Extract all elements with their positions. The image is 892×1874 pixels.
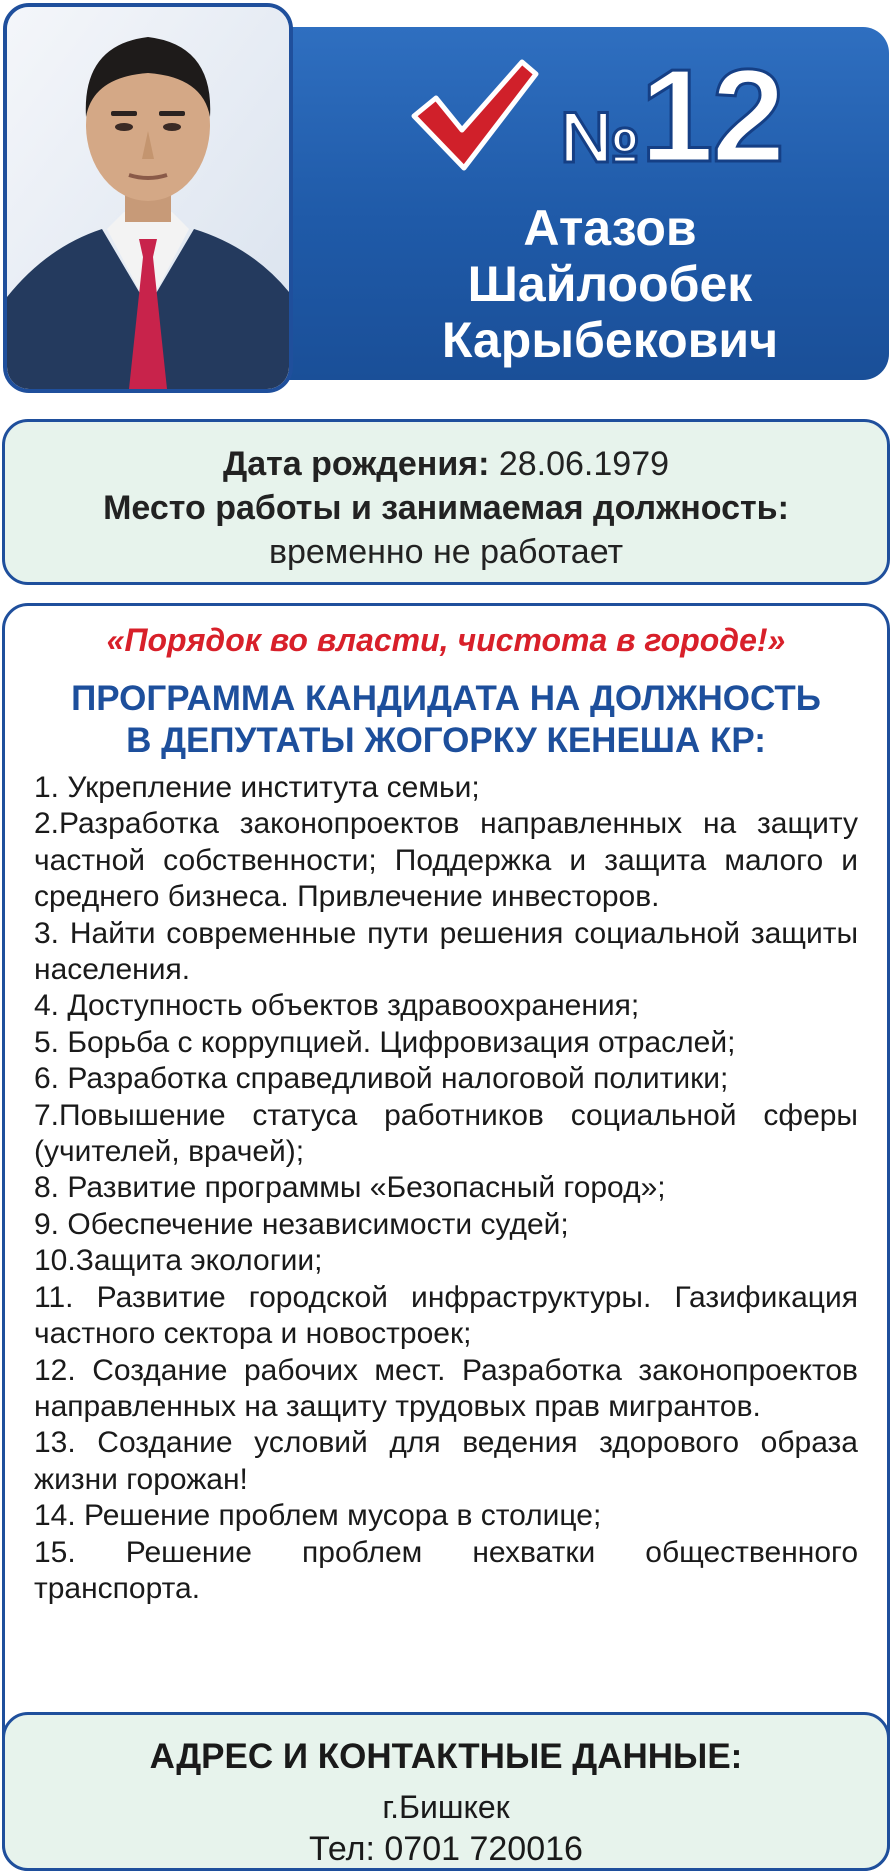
program-item: 1. Укрепление института семьи; bbox=[34, 771, 480, 804]
program-item: 14. Решение проблем мусора в столице; bbox=[34, 1499, 602, 1533]
slogan: «Порядок во власти, чистота в городе!» bbox=[106, 622, 786, 658]
contacts-phone: Тел: 0701 720016 bbox=[309, 1830, 583, 1868]
program-list bbox=[34, 770, 858, 1607]
program-item: 6. Разработка справедливой налоговой политики; bbox=[34, 1062, 729, 1096]
last-name: Атазов bbox=[523, 200, 697, 256]
candidate-name bbox=[340, 200, 880, 368]
contacts-city: г.Бишкек bbox=[382, 1789, 510, 1825]
patronymic: Карыбекович bbox=[441, 312, 779, 368]
birth-row bbox=[5, 442, 887, 486]
program-item: 2.Разработка законопроектов направленных на защиту частной собственности; Поддержка и защита малого и среднего бизнеса. Привлечение инвесторов. bbox=[34, 807, 858, 914]
program-item: 5. Борьба с коррупцией. Цифровизация отраслей; bbox=[34, 1025, 736, 1059]
program-title-line: ПРОГРАММА КАНДИДАТА НА ДОЛЖНОСТЬ bbox=[71, 679, 821, 718]
program-title bbox=[0, 678, 892, 762]
candidate-number bbox=[560, 42, 784, 189]
program-item: 12. Создание рабочих мест. Разработка законопроектов направленных на защиту трудовых прав мигрантов. bbox=[34, 1353, 858, 1423]
program-item: 10.Защита экологии; bbox=[34, 1244, 323, 1278]
work-value: временно не работает bbox=[268, 533, 624, 571]
first-name: Шайлообек bbox=[467, 256, 753, 312]
program-item: 15. Решение проблем нехватки общественного транспорта. bbox=[34, 1535, 858, 1605]
check-mark-icon bbox=[410, 58, 540, 173]
birth-date: 28.06.1979 bbox=[498, 445, 670, 483]
program-item: 11. Развитие городской инфраструктуры. Газификация частного сектора и новостроек; bbox=[34, 1280, 858, 1351]
program-item: 9. Обеспечение независимости судей; bbox=[34, 1207, 569, 1241]
number-value: 12 bbox=[640, 42, 784, 189]
program-item: 4. Доступность объектов здравоохранения; bbox=[34, 989, 640, 1023]
program-item: 13. Создание условий для ведения здорового образа жизни горожан! bbox=[34, 1426, 858, 1496]
candidate-photo bbox=[3, 3, 293, 393]
contacts-title: АДРЕС И КОНТАКТНЫЕ ДАННЫЕ: bbox=[149, 1737, 743, 1776]
birth-label: Дата рождения: bbox=[222, 445, 490, 483]
program-item: 3. Найти современные пути решения социальной защиты населения. bbox=[34, 916, 858, 987]
program-title-line: В ДЕПУТАТЫ ЖОГОРКУ КЕНЕША КР: bbox=[126, 721, 766, 760]
program-item: 7.Повышение статуса работников социальной сферы (учителей, врачей); bbox=[34, 1098, 858, 1169]
info-box bbox=[2, 419, 890, 585]
contacts-box bbox=[2, 1712, 890, 1871]
program-item: 8. Развитие программы «Безопасный город»; bbox=[34, 1171, 666, 1205]
work-label: Место работы и занимаемая должность: bbox=[103, 489, 789, 527]
number-sign: № bbox=[560, 98, 641, 178]
